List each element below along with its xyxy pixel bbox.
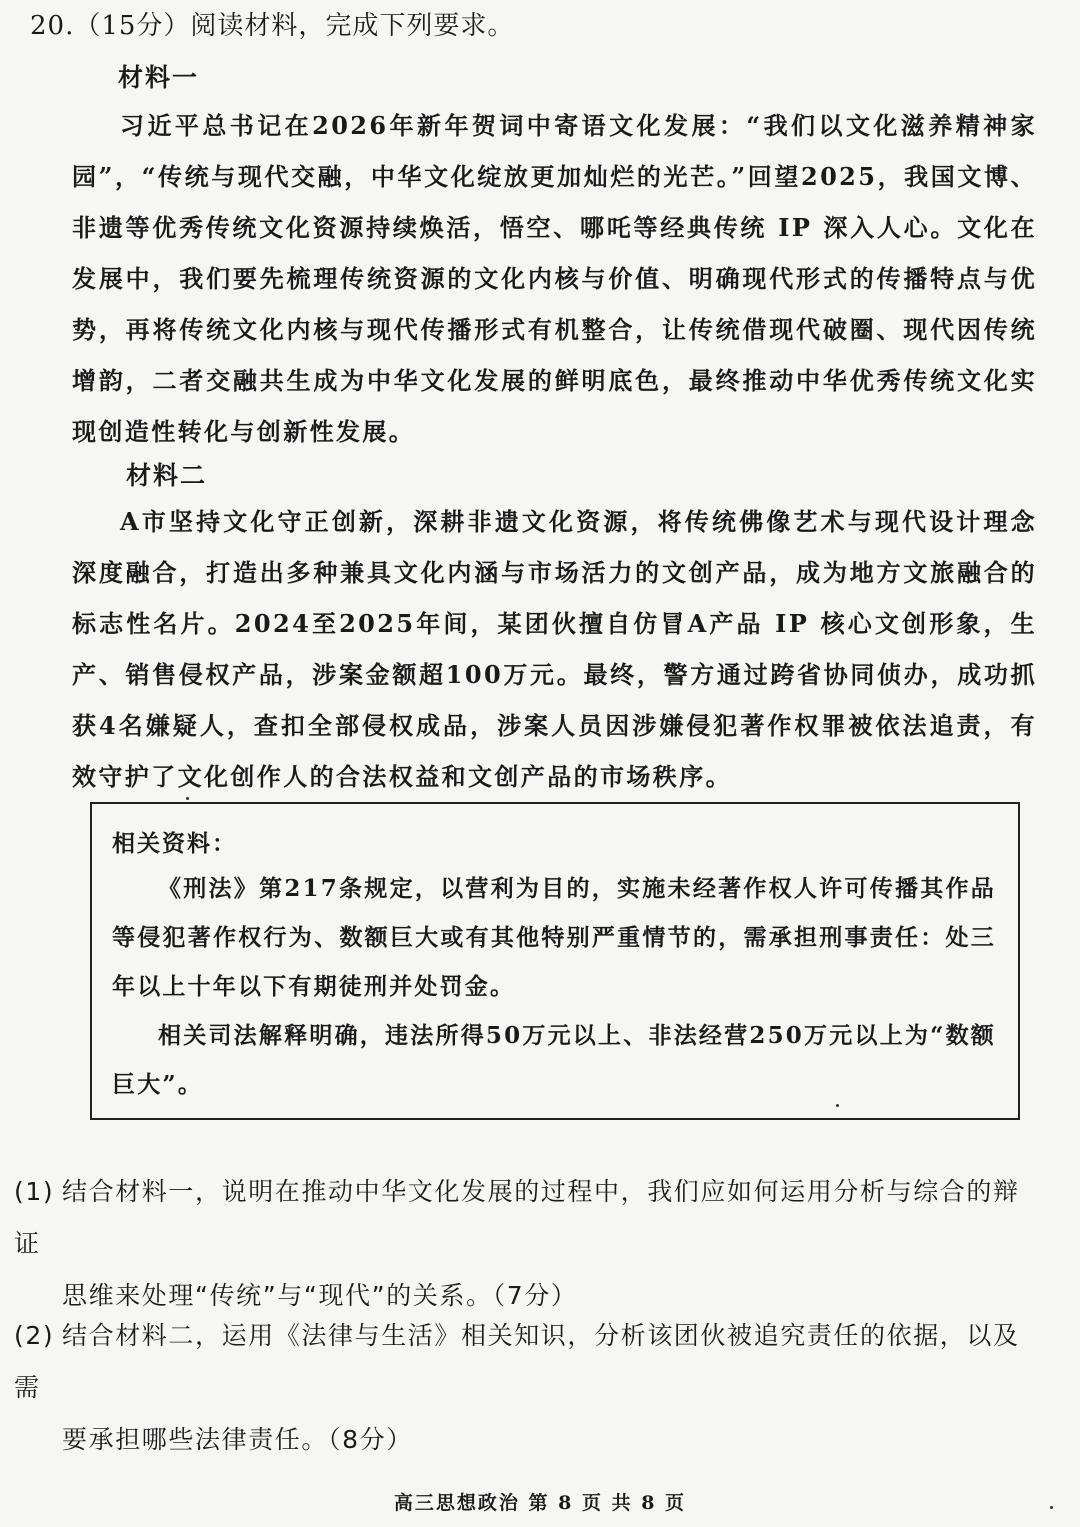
sub-question-number: (1) [14, 1177, 55, 1206]
scan-speck [836, 1104, 839, 1107]
sub-question-2 [14, 1310, 1044, 1466]
related-info-judicial-interpretation: 相关司法解释明确，违法所得50万元以上、非法经营250万元以上为“数额巨大”。 [112, 1022, 996, 1098]
question-header: 20.（15分）阅读材料，完成下列要求。 [30, 11, 515, 41]
related-info-box [90, 802, 1020, 1120]
scan-speck [186, 797, 189, 800]
scan-speck [1050, 1506, 1053, 1509]
page-footer: 高三思想政治 第 8 页 共 8 页 [393, 1492, 687, 1514]
sub-question-text: 要承担哪些法律责任。（8分） [62, 1425, 413, 1454]
sub-question-text: 结合材料一，说明在推动中华文化发展的过程中，我们应如何运用分析与综合的辩证 [14, 1177, 1020, 1258]
sub-question-1 [14, 1166, 1044, 1322]
sub-question-text: 思维来处理“传统”与“现代”的关系。（7分） [62, 1281, 578, 1310]
material1-text: 习近平总书记在2026年新年贺词中寄语文化发展：“我们以文化滋养精神家园”，“传统与现代交融，中华文化绽放更加灿烂的光芒。”回望2025，我国文博、非遗等优秀传统文化资源持续焕活，悟空、哪吒等经典传统 IP 深入人心。文化在发展中，我们要先梳理传统资源的文化内核与价值、明确现代形式的传播特点与优势，再将传统文化内核与现代传播形式有机整合，让传统借现代破圈、现代因传统增韵，二者交融共生成为中华文化发展的鲜明底色，最终推动中华优秀传统文化实现创造性转化与创新性发展。 [72, 111, 1037, 446]
material1-title: 材料一 [118, 63, 200, 92]
sub-question-text: 结合材料二，运用《法律与生活》相关知识，分析该团伙被追究责任的依据，以及需 [14, 1321, 1020, 1402]
related-info-title: 相关资料： [112, 830, 237, 857]
material2-text: A市坚持文化守正创新，深耕非遗文化资源，将传统佛像艺术与现代设计理念深度融合，打造出多种兼具文化内涵与市场活力的文创产品，成为地方文旅融合的标志性名片。2024至2025年间，某团伙擅自仿冒A产品 IP 核心文创形象，生产、销售侵权产品，涉案金额超100万元。最终，警方通过跨省协同侦办，成功抓获4名嫌疑人，查扣全部侵权成品，涉案人员因涉嫌侵犯著作权罪被依法追责，有效守护了文化创作人的合法权益和文创产品的市场秩序。 [72, 507, 1037, 791]
sub-question-number: (2) [14, 1321, 55, 1350]
material2-title: 材料二 [126, 461, 208, 490]
related-info-criminal-law: 《刑法》第217条规定，以营利为目的，实施未经著作权人许可传播其作品等侵犯著作权行为、数额巨大或有其他特别严重情节的，需承担刑事责任：处三年以上十年以下有期徒刑并处罚金。 [112, 875, 996, 1000]
